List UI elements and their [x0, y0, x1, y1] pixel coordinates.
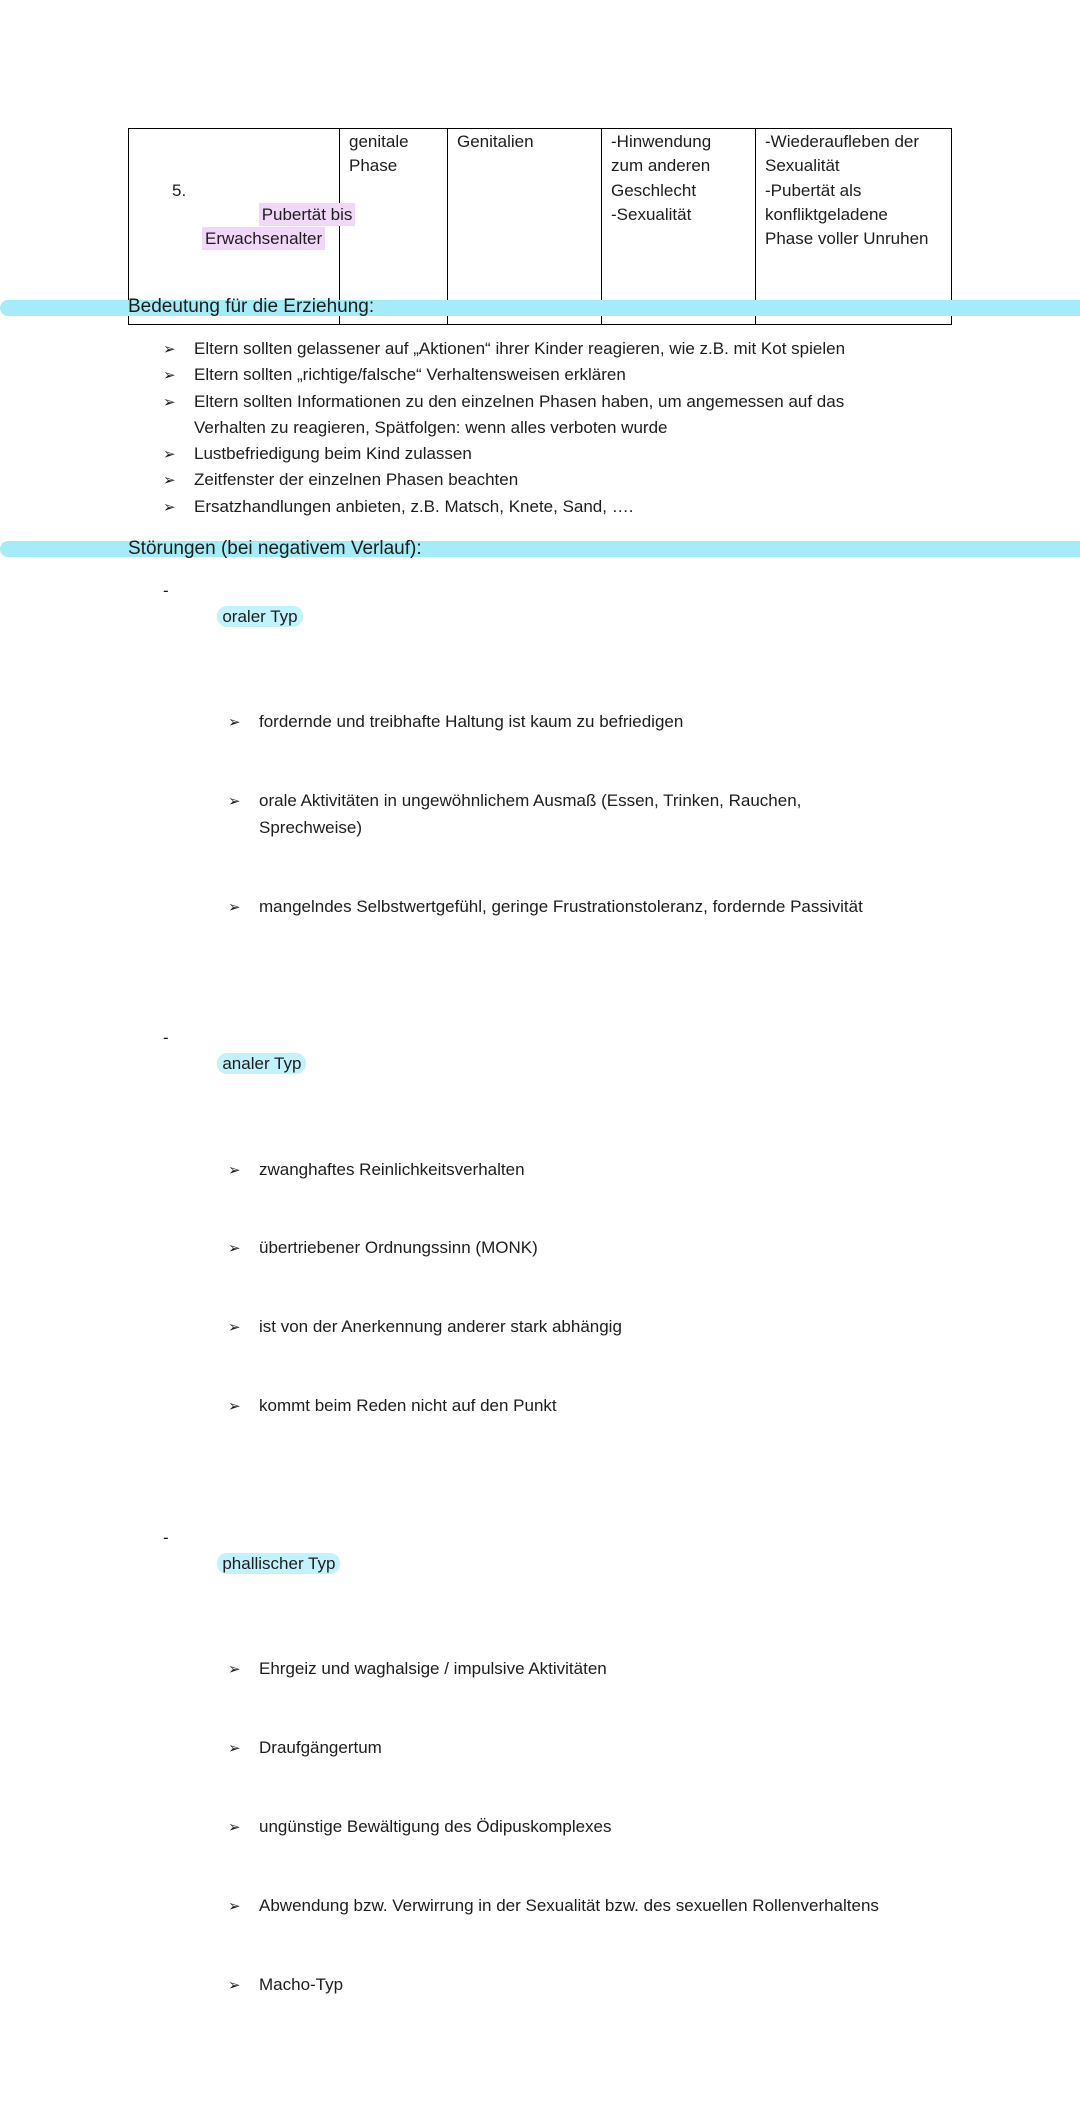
- arrow-bullet-icon: ➢: [228, 1817, 241, 1836]
- trait-text: ungünstige Bewältigung des Ödipuskomplexes: [259, 1816, 612, 1836]
- trait-text: kommt beim Reden nicht auf den Punkt: [259, 1396, 557, 1416]
- arrow-bullet-icon: ➢: [163, 340, 176, 358]
- arrow-bullet-icon: ➢: [228, 1239, 241, 1258]
- list-item: [0, 441, 1080, 467]
- arrow-bullet-icon: ➢: [163, 445, 176, 464]
- list-item: [0, 467, 1080, 493]
- arrow-bullet-icon: ➢: [163, 392, 176, 411]
- table-cell-focus: [602, 129, 756, 325]
- section-heading-education: Bedeutung für die Erziehung:: [128, 296, 375, 317]
- trait-list: [194, 1604, 1080, 2051]
- disorder-type-list: [0, 578, 1080, 2103]
- trait-list: [194, 657, 1080, 973]
- dash-bullet: -: [163, 1527, 169, 1547]
- list-item: [0, 389, 1080, 442]
- trait-text: fordernde und treibhafte Haltung ist kaum zu befriedigen: [259, 712, 684, 732]
- trait-item: [194, 709, 1080, 735]
- trait-item: [194, 1893, 1080, 1919]
- trait-text: Draufgängertum: [259, 1738, 382, 1758]
- trait-item: [194, 1814, 1080, 1840]
- disorder-type-label: analer Typ: [217, 1053, 306, 1074]
- arrow-bullet-icon: ➢: [228, 1160, 241, 1179]
- disorder-type-label: oraler Typ: [217, 606, 302, 627]
- trait-text: Macho-Typ: [259, 1974, 344, 1994]
- trait-text: übertriebener Ordnungssinn (MONK): [259, 1238, 538, 1258]
- trait-text: Abwendung bzw. Verwirrung in der Sexualität bzw. des sexuellen Rollenverhaltens: [259, 1895, 879, 1915]
- disorder-type: [0, 1525, 1080, 2103]
- arrow-bullet-icon: ➢: [163, 366, 176, 385]
- trait-item: [194, 1972, 1080, 1998]
- table-cell-notes: [756, 129, 952, 325]
- arrow-bullet-icon: ➢: [163, 471, 176, 490]
- arrow-bullet-icon: ➢: [228, 1660, 241, 1679]
- trait-list: [194, 1104, 1080, 1472]
- trait-text: orale Aktivitäten in ungewöhnlichem Ausmaß (Essen, Trinken, Rauchen, Sprechweise): [259, 791, 802, 837]
- list-item-text: Eltern sollten „richtige/falsche“ Verhaltensweisen erklären: [194, 365, 626, 385]
- disorder-type-label: phallischer Typ: [217, 1553, 340, 1574]
- arrow-bullet-icon: ➢: [228, 713, 241, 732]
- education-list: [0, 336, 1080, 520]
- list-item-text: Lustbefriedigung beim Kind zulassen: [194, 444, 472, 464]
- arrow-bullet-icon: ➢: [228, 1896, 241, 1915]
- phase-text: genitale Phase: [349, 132, 409, 176]
- list-item: [0, 362, 1080, 388]
- list-item-text: Eltern sollten Informationen zu den einzelnen Phasen haben, um angemessen auf das Verhalten zu reagieren, Spätfolgen: wenn alles verboten wurde: [194, 391, 845, 437]
- trait-text: zwanghaftes Reinlichkeitsverhalten: [259, 1159, 525, 1179]
- list-item-text: Ersatzhandlungen anbieten, z.B. Matsch, Knete, Sand, ….: [194, 496, 634, 516]
- disorder-type: [0, 578, 1080, 1025]
- list-item-text: Zeitfenster der einzelnen Phasen beachten: [194, 470, 519, 490]
- trait-text: Ehrgeiz und waghalsige / impulsive Aktivitäten: [259, 1659, 607, 1679]
- trait-text: mangelndes Selbstwertgefühl, geringe Frustrationstoleranz, fordernde Passivität: [259, 896, 863, 916]
- trait-item: [194, 1735, 1080, 1761]
- trait-item: [194, 1235, 1080, 1261]
- trait-item: [194, 1314, 1080, 1340]
- trait-item: [194, 788, 1080, 841]
- arrow-bullet-icon: ➢: [228, 897, 241, 916]
- arrow-bullet-icon: ➢: [228, 792, 241, 811]
- notes-text: -Wiederaufleben der Sexualität -Pubertät als konfliktgeladene Phase voller Unruhen: [765, 132, 929, 249]
- table-cell-zone: [448, 129, 602, 325]
- stage-label: Pubertät bis Erwachsenalter: [202, 203, 355, 250]
- list-item: [0, 336, 1080, 362]
- zone-text: Genitalien: [457, 132, 534, 151]
- dash-bullet: -: [163, 581, 169, 600]
- trait-item: [194, 1157, 1080, 1183]
- trait-item: [194, 1656, 1080, 1682]
- arrow-bullet-icon: ➢: [228, 1318, 241, 1337]
- section-heading-disorders: Störungen (bei negativem Verlauf):: [128, 538, 422, 559]
- arrow-bullet-icon: ➢: [163, 497, 176, 516]
- arrow-bullet-icon: ➢: [228, 1739, 241, 1758]
- arrow-bullet-icon: ➢: [228, 1397, 241, 1416]
- focus-text: -Hinwendung zum anderen Geschlecht -Sexualität: [611, 132, 712, 224]
- stage-number: 5.: [172, 180, 187, 200]
- list-item: [0, 494, 1080, 520]
- dash-bullet: -: [163, 1028, 169, 1048]
- arrow-bullet-icon: ➢: [228, 1975, 241, 1994]
- list-item-text: Eltern sollten gelassener auf „Aktionen“ ihrer Kinder reagieren, wie z.B. mit Kot spielen: [194, 339, 846, 358]
- trait-item: [194, 1393, 1080, 1419]
- trait-item: [194, 894, 1080, 920]
- disorder-type: [0, 1025, 1080, 1525]
- trait-text: ist von der Anerkennung anderer stark abhängig: [259, 1317, 622, 1337]
